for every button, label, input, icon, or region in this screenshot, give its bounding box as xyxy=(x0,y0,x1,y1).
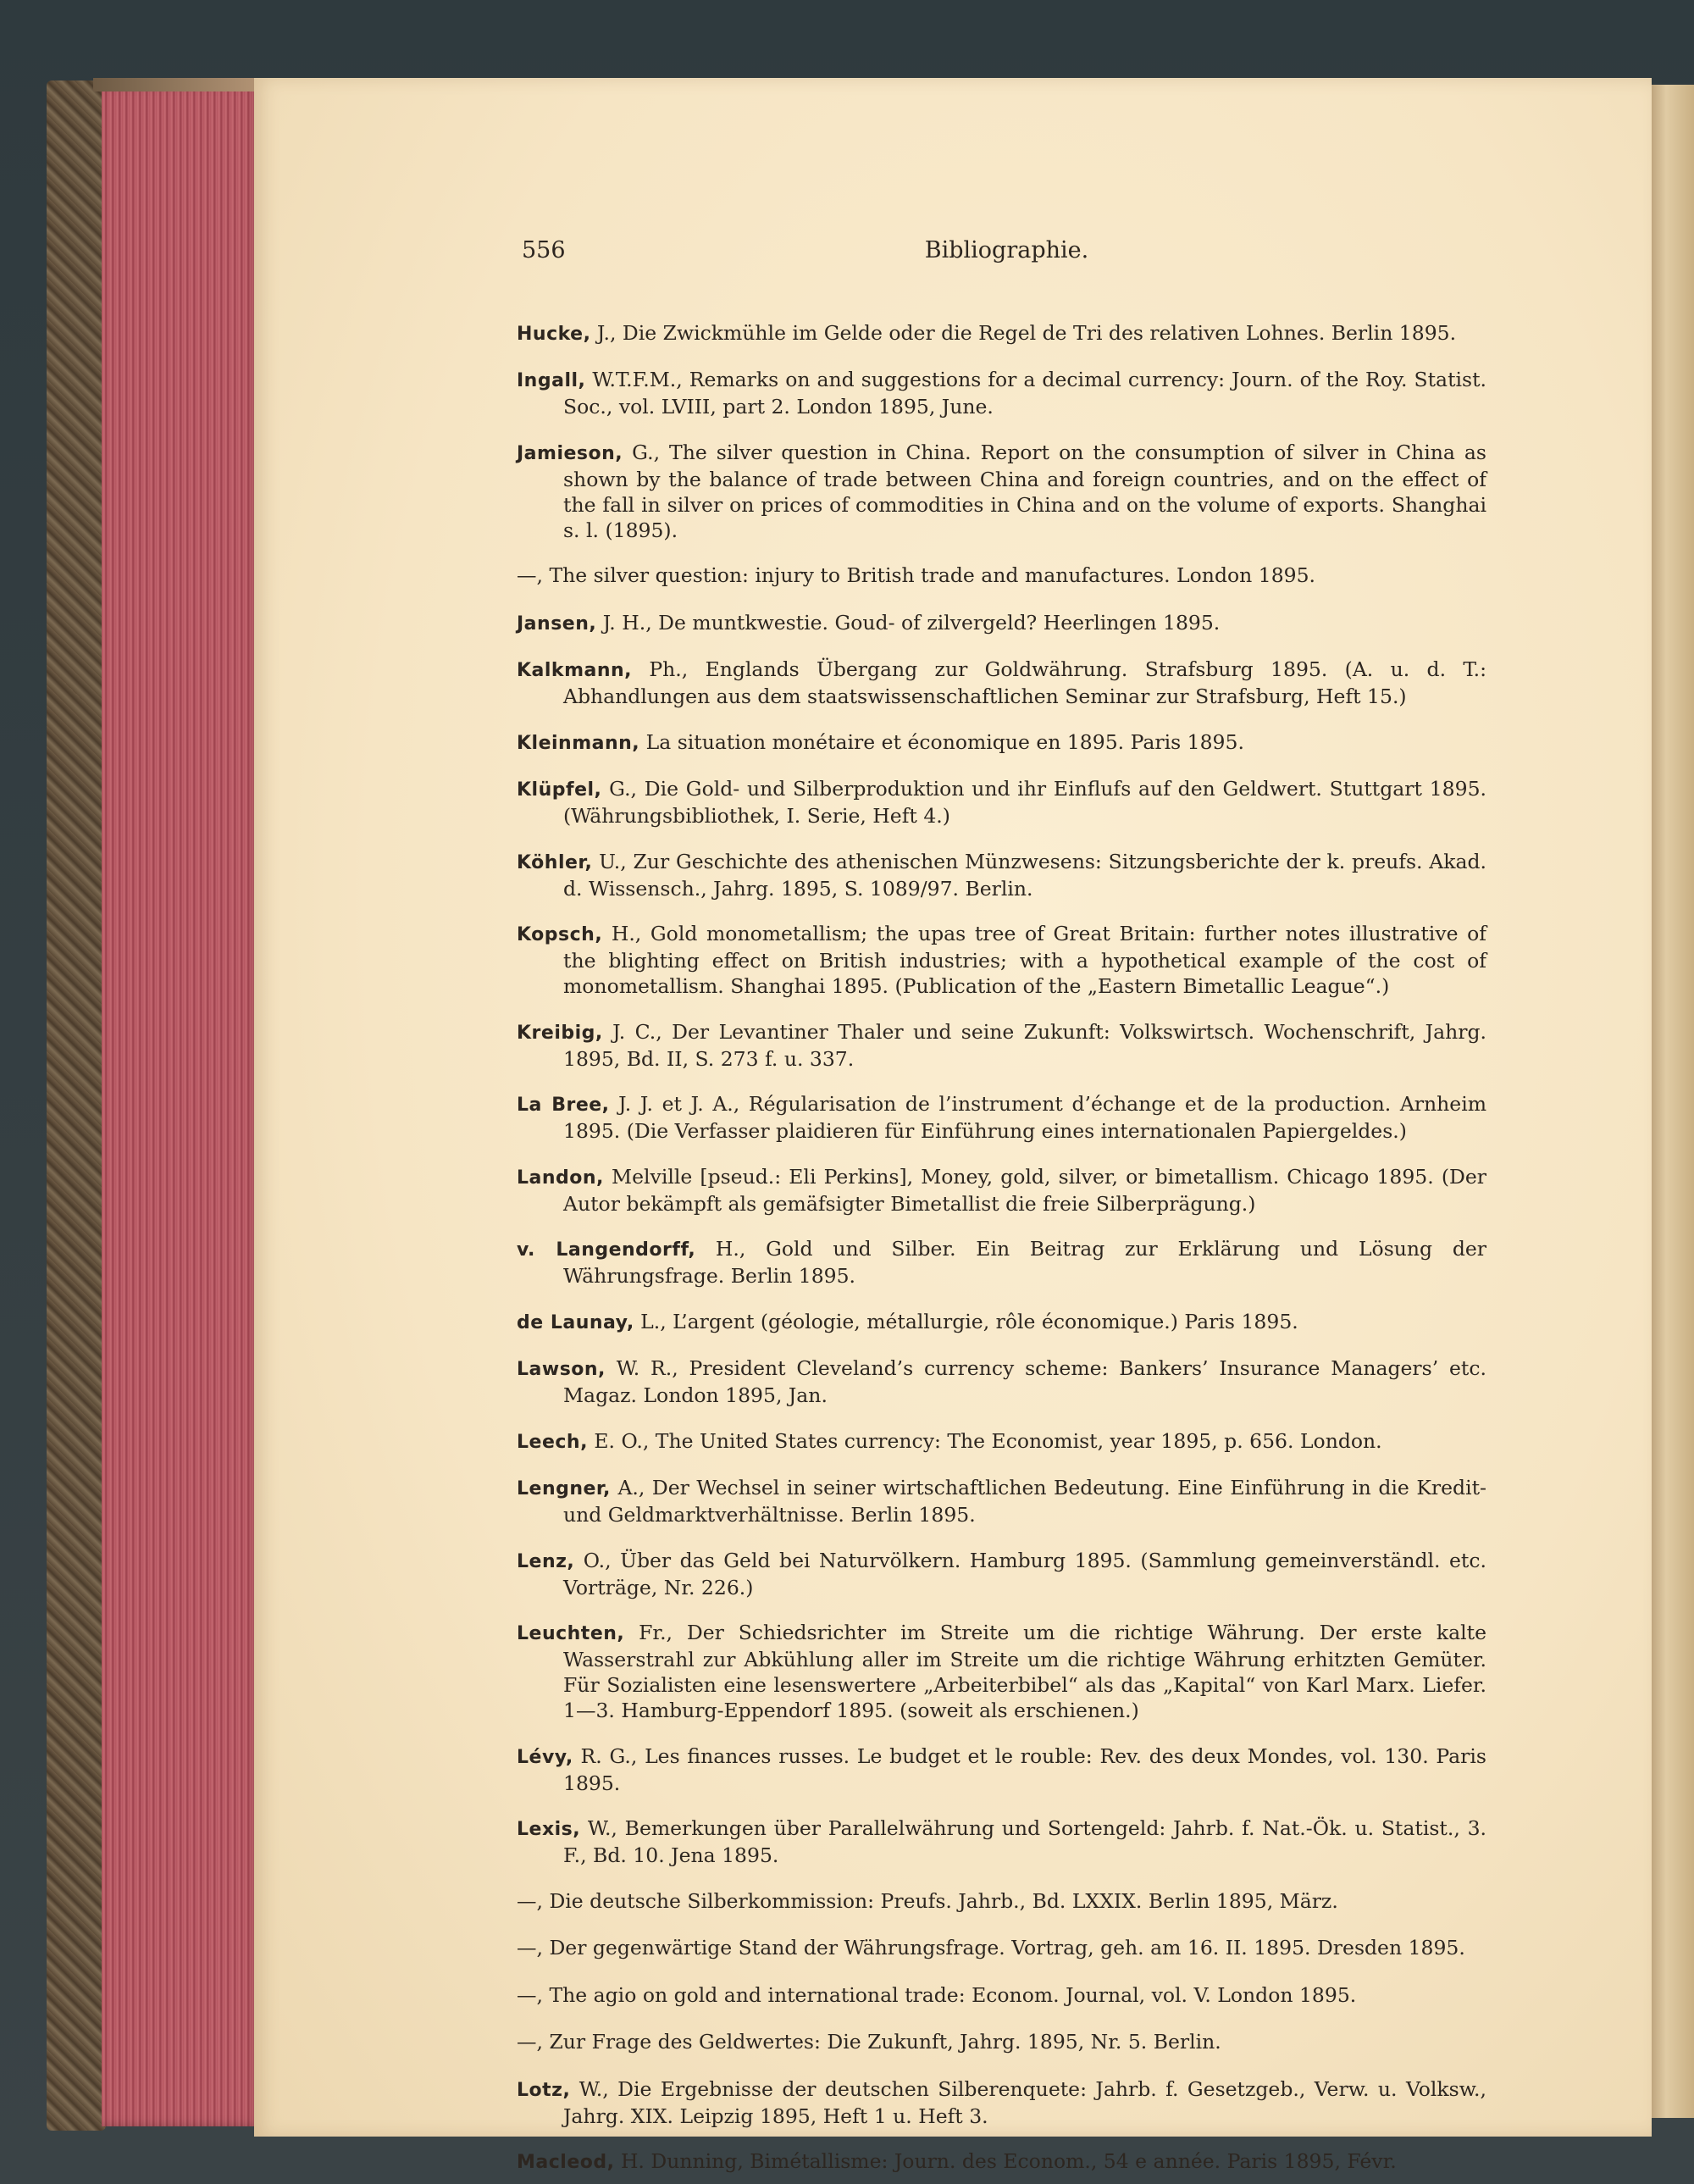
entry-text: J. J. et J. A., Régularisation de l’instrument d’échange et de la production. Arnheim 1895. (Die Verfasser plaidieren für Einführung eines internationalen Papiergeldes.) xyxy=(563,1092,1487,1143)
entry-text: —, The agio on gold and international trade: Econom. Journal, vol. V. London 1895. xyxy=(517,1982,1357,2007)
bibliography-entry xyxy=(517,1888,1486,1915)
bibliography-entry xyxy=(517,1019,1486,1072)
entry-text: Fr., Der Schiedsrichter im Streite um die richtige Währung. Der erste kalte Wasserstrahl zur Abkühlung aller im Streite um die richtige Währung erhitzten Gemüter. Für Sozialisten eine lesenswertere „Arbeiterbibel“ als das „Kapital“ von Karl Marx. Liefer. 1—3. Hamburg-Eppendorf 1895. (soweit als erschienen.) xyxy=(563,1621,1486,1722)
entry-text: —, The silver question: injury to British trade and manufactures. London 1895. xyxy=(517,563,1316,587)
entry-text: G., The silver question in China. Report on the consumption of silver in China as shown by the balance of trade between China and foreign countries, and on the effect of the fall in silver on prices of commodities in China and on the volume of exports. Shanghai s. l. (1895). xyxy=(563,440,1486,542)
entry-author: Jansen, xyxy=(517,613,597,635)
entry-text: U., Zur Geschichte des athenischen Münzwesens: Sitzungsberichte der k. preufs. Akad. d. Wissensch., Jahrg. 1895, S. 1089/97. Berlin. xyxy=(563,849,1486,901)
running-head: Bibliographie. xyxy=(924,237,1089,263)
bibliography-entry xyxy=(517,1091,1486,1144)
entry-text: —, Die deutsche Silberkommission: Preufs. Jahrb., Bd. LXXIX. Berlin 1895, März. xyxy=(517,1888,1338,1913)
entry-author: La Bree, xyxy=(517,1095,610,1116)
bibliography-entry xyxy=(517,2148,1486,2176)
entry-text: W., Bemerkungen über Parallelwährung und Sortengeld: Jahrb. f. Nat.-Ök. u. Statist., 3. F., Bd. 10. Jena 1895. xyxy=(563,1816,1486,1867)
bibliography-entry xyxy=(517,729,1486,757)
entry-text: J., Die Zwickmühle im Gelde oder die Regel de Tri des relativen Lohnes. Berlin 1895. xyxy=(590,320,1457,345)
bibliography-entry xyxy=(517,776,1486,829)
entry-author: Ingall, xyxy=(517,370,586,391)
entry-author: Hucke, xyxy=(517,323,591,345)
entry-text: W. R., President Cleveland’s currency scheme: Bankers’ Insurance Managers’ etc. Magaz. London 1895, Jan. xyxy=(563,1356,1486,1407)
bibliography-entry xyxy=(517,1548,1486,1600)
entry-author: Leech, xyxy=(517,1431,588,1453)
bibliography-entry xyxy=(517,2029,1486,2056)
bibliography-entry xyxy=(517,2076,1486,2129)
entry-text: L., L’argent (géologie, métallurgie, rôle économique.) Paris 1895. xyxy=(634,1309,1298,1333)
entry-text: W.T.F.M., Remarks on and suggestions for a decimal currency: Journ. of the Roy. Statist. Soc., vol. LVIII, part 2. London 1895, June. xyxy=(563,368,1486,419)
book-cover-edge xyxy=(47,80,106,2131)
bibliography-entry xyxy=(517,921,1486,999)
bibliography-entry xyxy=(517,1982,1486,2009)
page-header xyxy=(522,237,1492,274)
bibliography-entry xyxy=(517,1743,1486,1796)
entry-text: G., Die Gold- und Silberproduktion und ihr Einflufs auf den Geldwert. Stuttgart 1895. (Währungsbibliothek, I. Serie, Heft 4.) xyxy=(563,777,1486,828)
entry-author: Lengner, xyxy=(517,1478,611,1499)
entry-text: Ph., Englands Übergang zur Goldwährung. Strafsburg 1895. (A. u. d. T.: Abhandlungen aus dem staatswissenschaftlichen Seminar zur Strafsburg, Heft 15.) xyxy=(563,657,1486,708)
entry-text: La situation monétaire et économique en 1895. Paris 1895. xyxy=(639,729,1244,754)
entry-text: A., Der Wechsel in seiner wirtschaftlichen Bedeutung. Eine Einführung in die Kredit- und Geldmarktverhältnisse. Berlin 1895. xyxy=(563,1476,1486,1527)
entry-author: Landon, xyxy=(517,1167,604,1189)
bibliography-entry xyxy=(517,1620,1486,1723)
bibliography-entry xyxy=(517,1355,1486,1408)
entry-author: Klüpfel, xyxy=(517,779,602,801)
entry-author: Leuchten, xyxy=(517,1623,625,1644)
entry-text: —, Der gegenwärtige Stand der Währungsfrage. Vortrag, geh. am 16. II. 1895. Dresden 1895. xyxy=(517,1936,1465,1960)
book-page xyxy=(254,78,1652,2173)
bibliography-entry xyxy=(517,1428,1486,1455)
bibliography-entry xyxy=(517,1475,1486,1527)
entry-text: J. H., De muntkwestie. Goud- of zilvergeld? Heerlingen 1895. xyxy=(596,610,1221,635)
entry-text: J. C., Der Levantiner Thaler und seine Zukunft: Volkswirtsch. Wochenschrift, Jahrg. 1895, Bd. II, S. 273 f. u. 337. xyxy=(563,1019,1486,1071)
facing-page-edge xyxy=(1647,85,1694,2118)
entry-author: Kopsch, xyxy=(517,924,603,945)
entry-text: Melville [pseud.: Eli Perkins], Money, gold, silver, or bimetallism. Chicago 1895. (Der Autor bekämpft als gemäfsigter Bimetallist die freie Silberprägung.) xyxy=(563,1164,1486,1216)
entry-text: H. Dunning, Bimétallisme: Journ. des Econom., 54 e année. Paris 1895, Févr. xyxy=(614,2149,1397,2173)
entry-text: O., Über das Geld bei Naturvölkern. Hamburg 1895. (Sammlung gemeinverständl. etc. Vorträge, Nr. 226.) xyxy=(563,1548,1486,1599)
bibliography-entry xyxy=(517,1309,1486,1336)
bibliography-entry xyxy=(517,563,1486,590)
entry-author: v. Langendorff, xyxy=(517,1239,696,1261)
entry-author: Macleod, xyxy=(517,2152,615,2173)
page-number: 556 xyxy=(522,237,566,263)
entry-text: H., Gold monometallism; the upas tree of Great Britain: further notes illustrative of the blighting effect on British industries; with a hypothetical example of the cost of monometallism. Shanghai 1895. (Publication of the „Eastern Bimetallic League“.) xyxy=(563,922,1486,998)
bibliography-entry xyxy=(517,367,1486,419)
bibliography-entry xyxy=(517,849,1486,901)
entry-author: Kreibig, xyxy=(517,1022,603,1044)
entry-text: H., Gold und Silber. Ein Beitrag zur Erklärung und Lösung der Währungsfrage. Berlin 1895. xyxy=(563,1237,1486,1288)
entry-author: Lotz, xyxy=(517,2079,571,2101)
entry-text: R. G., Les finances russes. Le budget et le rouble: Rev. des deux Mondes, vol. 130. Paris 1895. xyxy=(563,1743,1486,1795)
bibliography-entry xyxy=(517,1935,1486,1962)
bibliography-entry xyxy=(517,440,1486,543)
entry-author: Lévy, xyxy=(517,1746,573,1768)
bibliography-list xyxy=(517,300,1486,2180)
page-edges xyxy=(102,85,263,2126)
bibliography-entry xyxy=(517,1815,1486,1868)
entry-author: Jamieson, xyxy=(517,442,623,464)
bibliography-entry xyxy=(517,320,1486,347)
entry-author: Lawson, xyxy=(517,1359,606,1380)
bibliography-entry xyxy=(517,657,1486,709)
bibliography-entry xyxy=(517,610,1486,637)
entry-author: Lenz, xyxy=(517,1550,575,1572)
entry-author: Kleinmann, xyxy=(517,732,640,754)
entry-author: Kalkmann, xyxy=(517,660,633,681)
bibliography-entry xyxy=(517,1164,1486,1217)
entry-author: Lexis, xyxy=(517,1819,581,1840)
entry-author: Köhler, xyxy=(517,851,593,873)
entry-text: E. O., The United States currency: The Economist, year 1895, p. 656. London. xyxy=(587,1428,1382,1453)
bibliography-entry xyxy=(517,1236,1486,1289)
entry-author: de Launay, xyxy=(517,1311,634,1333)
entry-text: W., Die Ergebnisse der deutschen Silberenquete: Jahrb. f. Gesetzgeb., Verw. u. Volksw., Jahrg. XIX. Leipzig 1895, Heft 1 u. Heft 3. xyxy=(563,2076,1486,2128)
entry-text: —, Zur Frage des Geldwertes: Die Zukunft, Jahrg. 1895, Nr. 5. Berlin. xyxy=(517,2030,1221,2054)
